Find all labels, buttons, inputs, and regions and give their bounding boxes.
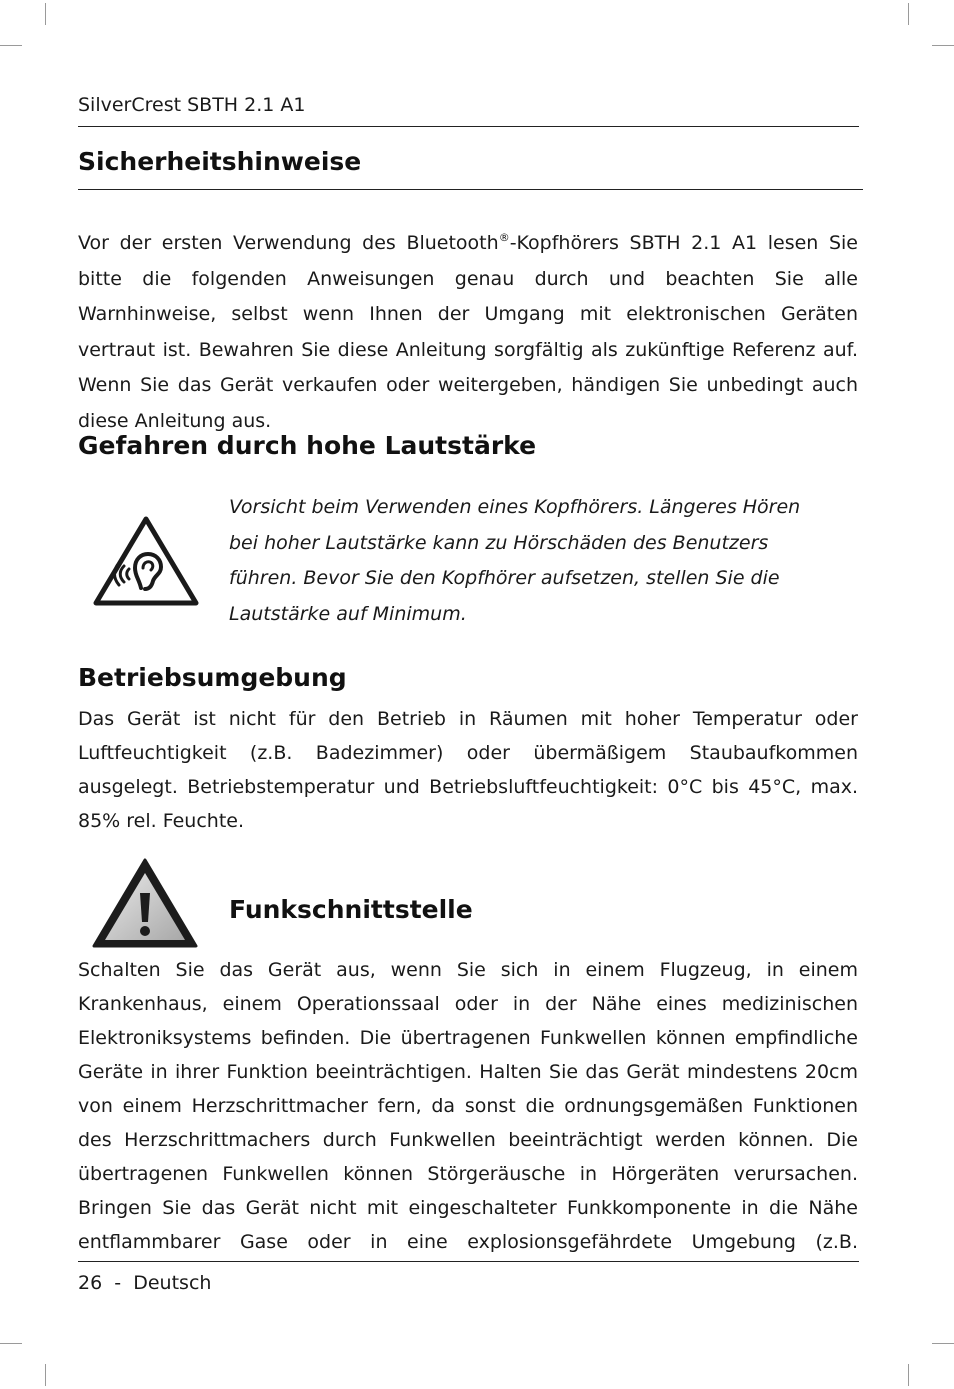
crop-mark: [908, 3, 909, 25]
footer-rule: [78, 1261, 859, 1262]
section-heading-radio: Funkschnittstelle: [229, 895, 473, 924]
crop-mark: [0, 45, 22, 46]
footer-language: Deutsch: [133, 1272, 212, 1294]
exclamation-warning-icon: [92, 858, 198, 952]
crop-mark: [45, 3, 46, 25]
heading-rule: [78, 189, 863, 190]
safety-text-end: -Kopfhörers SBTH 2.1 A1 lesen Sie bitte die folgenden Anweisungen genau durch und beachten Sie alle Warnhinweise, selbst wenn Ihnen der Umgang mit elektronischen Geräten vertraut ist. Bewahren Sie diese Anleitung sorgfältig als zukünftige Referenz auf. Wenn Sie das Gerät verkaufen oder weitergeben, händigen Sie unbedingt auch diese Anleitung aus.: [78, 232, 858, 432]
crop-mark: [932, 45, 954, 46]
safety-text-start: Vor der ersten Verwendung des Bluetooth: [78, 232, 499, 254]
safety-paragraph: [78, 226, 858, 439]
crop-mark: [45, 1364, 46, 1386]
crop-mark: [932, 1343, 954, 1344]
warning-line: führen. Bevor Sie den Kopfhörer aufsetzen, stellen Sie die: [229, 567, 780, 589]
running-header: SilverCrest SBTH 2.1 A1: [78, 94, 306, 116]
section-heading-environment: Betriebsumgebung: [78, 663, 347, 692]
section-heading-safety: Sicherheitshinweise: [78, 147, 362, 176]
registered-mark: ®: [498, 231, 510, 244]
section-heading-volume: Gefahren durch hohe Lautstärke: [78, 431, 537, 460]
crop-mark: [0, 1343, 22, 1344]
hearing-damage-warning-icon: [92, 513, 200, 611]
environment-paragraph: Das Gerät ist nicht für den Betrieb in Räumen mit hoher Temperatur oder Luftfeuchtigkeit (z.B. Badezimmer) oder übermäßigem Staubaufkommen ausgelegt. Betriebstemperatur und Betriebsluftfeuchtigkeit: 0°C bis 45°C, max. 85% rel. Feuchte.: [78, 708, 858, 832]
warning-line: bei hoher Lautstärke kann zu Hörschäden des Benutzers: [229, 531, 769, 554]
page-number: 26: [78, 1272, 103, 1294]
warning-line: Lautstärke auf Minimum.: [229, 602, 467, 625]
warning-line: Vorsicht beim Verwenden eines Kopfhörers. Längeres Hören: [229, 496, 801, 518]
header-rule: [78, 126, 859, 127]
footer-separator: -: [114, 1272, 122, 1294]
page-footer: [78, 1270, 211, 1296]
volume-warning-text: [229, 490, 809, 632]
crop-mark: [908, 1364, 909, 1386]
radio-paragraph: Schalten Sie das Gerät aus, wenn Sie sich in einem Flugzeug, in einem Krankenhaus, einem Operationssaal oder in der Nähe eines medizinischen Elektroniksystems befinden. Die übertragenen Funkwellen können empfindliche Geräte in ihrer Funktion beeinträchtigen. Halten Sie das Gerät mindestens 20cm von einem Herzschrittmacher fern, da sonst die ordnungsgemäßen Funktionen des Herzschrittmachers durch Funkwellen beeinträchtigt werden können. Die übertragenen Funkwellen können Störgeräusche in Hörgeräten verursachen. Bringen Sie das Gerät nicht mit eingeschalteter Funkkomponente in die Nähe entflammbarer Gase oder in eine explosionsgefährdete Umgebung (z.B.: [78, 959, 858, 1253]
